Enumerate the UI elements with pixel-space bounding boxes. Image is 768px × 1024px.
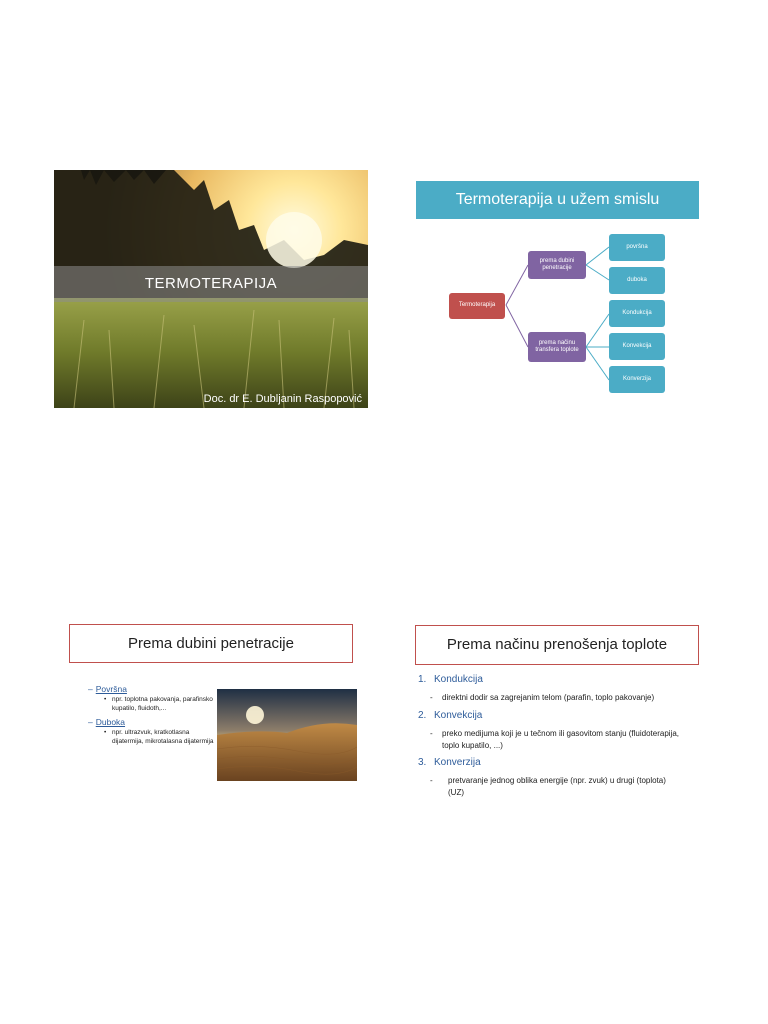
list-detail: • npr. ultrazvuk, kratkotlasna dijatermija, mikrotalasna dijatermija <box>104 729 214 745</box>
slide-title <box>54 170 368 408</box>
list-item-deep: – Duboka <box>88 717 126 727</box>
slide4-title: Prema načinu prenošenja toplote <box>415 625 699 665</box>
author-text: Doc. dr E. Dubljanin Raspopović <box>203 393 362 405</box>
node-depth: prema dubini penetracije <box>528 251 586 279</box>
node-transfer: prema načinu transfera toplote <box>528 332 586 362</box>
node-root: Termoterapija <box>449 293 505 319</box>
desert-image <box>217 689 357 781</box>
node-deep: duboka <box>609 267 665 294</box>
conversion-desc: - pretvaranje jednog oblika energije (npr. zvuk) u drugi (toplota) (UZ) <box>430 776 666 797</box>
slide-title-text: TERMOTERAPIJA <box>144 275 278 292</box>
list-item-superficial: – Površna <box>88 684 127 694</box>
hierarchy-diagram <box>416 225 699 400</box>
slide3-title: Prema dubini penetracije <box>69 624 353 663</box>
list-item-convection: 2. Konvekcija <box>418 710 483 721</box>
list-item-conduction: 1. Kondukcija <box>418 674 483 685</box>
convection-desc: - preko medijuma koji je u tečnom ili gasovitom stanju (fluidoterapija, toplo kupatilo, ...) <box>430 729 679 750</box>
list-item-conversion: 3. Konverzija <box>418 757 481 768</box>
node-surface: površna <box>609 234 665 261</box>
node-conversion: Konverzija <box>609 366 665 393</box>
node-convection: Konvekcija <box>609 333 665 360</box>
slide2-header <box>416 181 699 219</box>
list-detail: • npr. toplotna pakovanja, parafinsko kupatilo, fluidoth,... <box>104 696 213 712</box>
slide2-title: Termoterapija u užem smislu <box>455 191 660 208</box>
node-conduction: Kondukcija <box>609 300 665 327</box>
conduction-desc: - direktni dodir sa zagrejanim telom (parafin, toplo pakovanje) <box>430 693 655 702</box>
depth-list <box>88 684 218 750</box>
